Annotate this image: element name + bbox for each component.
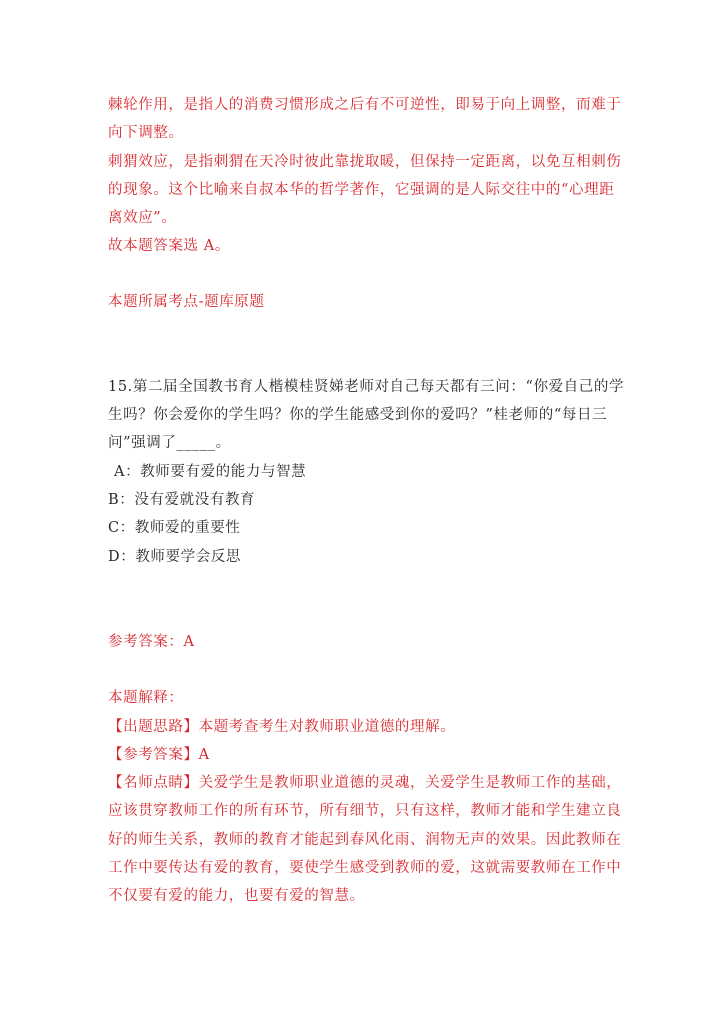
explanation-line: 向下调整。 [108, 125, 184, 141]
explanation-line: 刺猬效应，是指刺猬在天冷时彼此靠拢取暖，但保持一定距离，以免互相刺伤 [108, 154, 622, 170]
analysis-line: 【名师点睛】关爱学生是教师职业道德的灵魂，关爱学生是教师工作的基础， [108, 775, 622, 791]
analysis-line: 不仅要有爱的能力，也要有爱的智慧。 [108, 888, 365, 904]
question-line: 15.第二届全国教书育人楷模桂贤娣老师对自己每天都有三问：“你爱自己的学 [108, 379, 625, 395]
question-line: 问”强调了_____。 [108, 435, 231, 451]
explanation-line: 离效应”。 [108, 210, 177, 226]
knowledge-point: 本题所属考点-题库原题 [108, 294, 265, 310]
option-a: A：教师要有爱的能力与智慧 [114, 464, 307, 480]
reference-answer: 参考答案：A [108, 634, 195, 650]
question-line: 生吗？你会爱你的学生吗？你的学生能感受到你的爱吗？”桂老师的“每日三 [108, 407, 608, 423]
option-c: C：教师爱的重要性 [108, 520, 241, 536]
analysis-title: 本题解释： [108, 690, 184, 706]
final-answer-line: 故本题答案选 A。 [108, 238, 230, 254]
analysis-line: 工作中要传达有爱的教育，要使学生感受到教师的爱，这就需要教师在工作中 [108, 860, 622, 876]
analysis-line: 【参考答案】A [108, 747, 210, 763]
explanation-line: 棘轮作用，是指人的消费习惯形成之后有不可逆性，即易于向上调整，而难于 [108, 97, 622, 113]
analysis-line: 应该贯穿教师工作的所有环节，所有细节，只有这样，教师才能和学生建立良 [108, 803, 622, 819]
analysis-line: 好的师生关系，教师的教育才能起到春风化雨、润物无声的效果。因此教师在 [108, 832, 622, 848]
analysis-line: 【出题思路】本题考查考生对教师职业道德的理解。 [108, 719, 456, 735]
option-b: B：没有爱就没有教育 [108, 492, 256, 508]
option-d: D：教师要学会反思 [108, 549, 242, 565]
explanation-line: 的现象。这个比喻来自叔本华的哲学著作，它强调的是人际交往中的“心理距 [108, 182, 615, 198]
